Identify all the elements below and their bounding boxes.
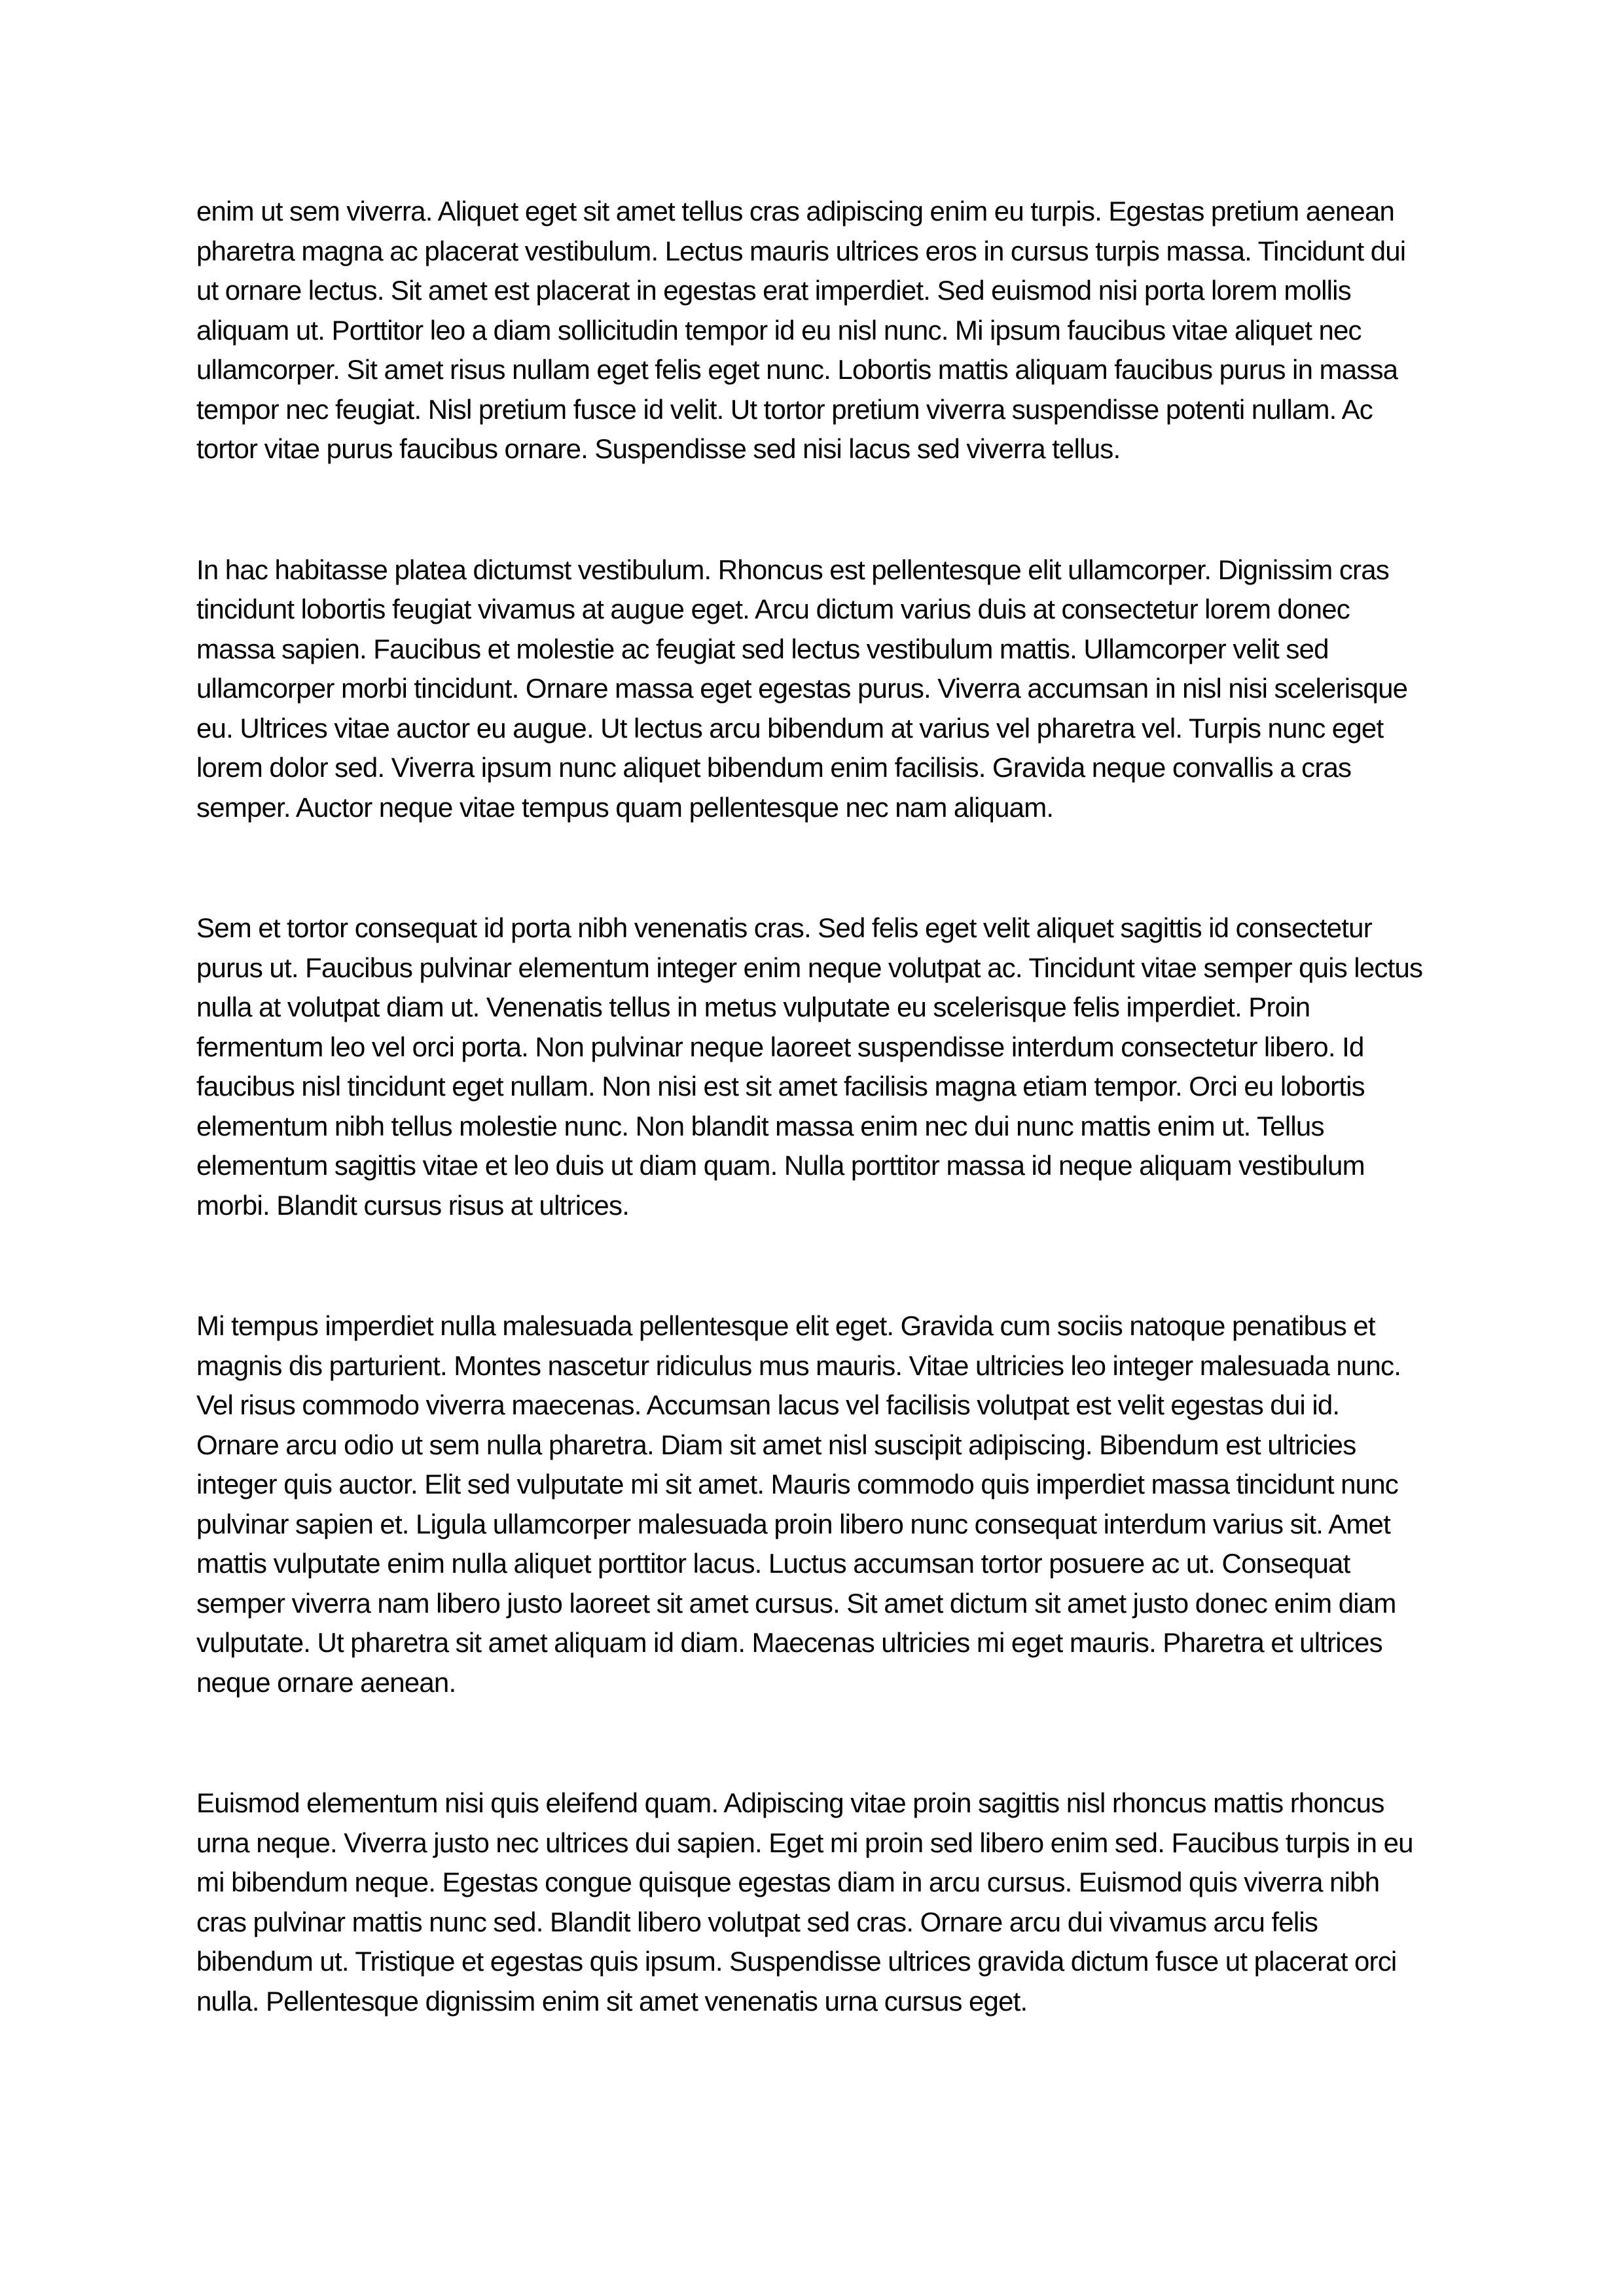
body-paragraph-4: Mi tempus imperdiet nulla malesuada pellentesque elit eget. Gravida cum sociis natoque penatibus et magnis dis parturient. Montes nascetur ridiculus mus mauris. Vitae ultricies leo integer malesuada nunc. Vel risus commodo viverra maecenas. Accumsan lacus vel facilisis volutpat est velit egestas dui id. Ornare arcu odio ut sem nulla pharetra. Diam sit amet nisl suscipit adipiscing. Bibendum est ultricies integer quis auctor. Elit sed vulputate mi sit amet. Mauris commodo quis imperdiet massa tincidunt nunc pulvinar sapien et. Ligula ullamcorper malesuada proin libero nunc consequat interdum varius sit. Amet mattis vulputate enim nulla aliquet porttitor lacus. Luctus accumsan tortor posuere ac ut. Consequat semper viverra nam libero justo laoreet sit amet cursus. Sit amet dictum sit amet justo donec enim diam vulputate. Ut pharetra sit amet aliquam id diam. Maecenas ultricies mi eget mauris. Pharetra et ultrices neque ornare aenean.	[196, 1310, 1401, 1698]
body-paragraph-2: In hac habitasse platea dictumst vestibulum. Rhoncus est pellentesque elit ullamcorper. Dignissim cras tincidunt lobortis feugiat vivamus at augue eget. Arcu dictum varius duis at consectetur lorem donec massa sapien. Faucibus et molestie ac feugiat sed lectus vestibulum mattis. Ullamcorper velit sed ullamcorper morbi tincidunt. Ornare massa eget egestas purus. Viverra accumsan in nisl nisi scelerisque eu. Ultrices vitae auctor eu augue. Ut lectus arcu bibendum at varius vel pharetra vel. Turpis nunc eget lorem dolor sed. Viverra ipsum nunc aliquet bibendum enim facilisis. Gravida neque convallis a cras semper. Auctor neque vitae tempus quam pellentesque nec nam aliquam.	[196, 554, 1408, 823]
body-paragraph-1: enim ut sem viverra. Aliquet eget sit amet tellus cras adipiscing enim eu turpis. Egestas pretium aenean pharetra magna ac placerat vestibulum. Lectus mauris ultrices eros in cursus turpis massa. Tincidunt dui ut ornare lectus. Sit amet est placerat in egestas erat imperdiet. Sed euismod nisi porta lorem mollis aliquam ut. Porttitor leo a diam sollicitudin tempor id eu nisl nunc. Mi ipsum faucibus vitae aliquet nec ullamcorper. Sit amet risus nullam eget felis eget nunc. Lobortis mattis aliquam faucibus purus in massa tempor nec feugiat. Nisl pretium fusce id velit. Ut tortor pretium viverra suspendisse potenti nullam. Ac tortor vitae purus faucibus ornare. Suspendisse sed nisi lacus sed viverra tellus.	[196, 196, 1406, 464]
body-paragraph-3: Sem et tortor consequat id porta nibh venenatis cras. Sed felis eget velit aliquet sagittis id consectetur purus ut. Faucibus pulvinar elementum integer enim neque volutpat ac. Tincidunt vitae semper quis lectus nulla at volutpat diam ut. Venenatis tellus in metus vulputate eu scelerisque felis imperdiet. Proin fermentum leo vel orci porta. Non pulvinar neque laoreet suspendisse interdum consectetur libero. Id faucibus nisl tincidunt eget nullam. Non nisi est sit amet facilisis magna etiam tempor. Orci eu lobortis elementum nibh tellus molestie nunc. Non blandit massa enim nec dui nunc mattis enim ut. Tellus elementum sagittis vitae et leo duis ut diam quam. Nulla porttitor massa id neque aliquam vestibulum morbi. Blandit cursus risus at ultrices.	[196, 912, 1423, 1221]
text-block	[196, 192, 1428, 2021]
body-paragraph-5: Euismod elementum nisi quis eleifend quam. Adipiscing vitae proin sagittis nisl rhoncus mattis rhoncus urna neque. Viverra justo nec ultrices dui sapien. Eget mi proin sed libero enim sed. Faucibus turpis in eu mi bibendum neque. Egestas congue quisque egestas diam in arcu cursus. Euismod quis viverra nibh cras pulvinar mattis nunc sed. Blandit libero volutpat sed cras. Ornare arcu dui vivamus arcu felis bibendum ut. Tristique et egestas quis ipsum. Suspendisse ultrices gravida dictum fusce ut placerat orci nulla. Pellentesque dignissim enim sit amet venenatis urna cursus eget.	[196, 1787, 1413, 2017]
